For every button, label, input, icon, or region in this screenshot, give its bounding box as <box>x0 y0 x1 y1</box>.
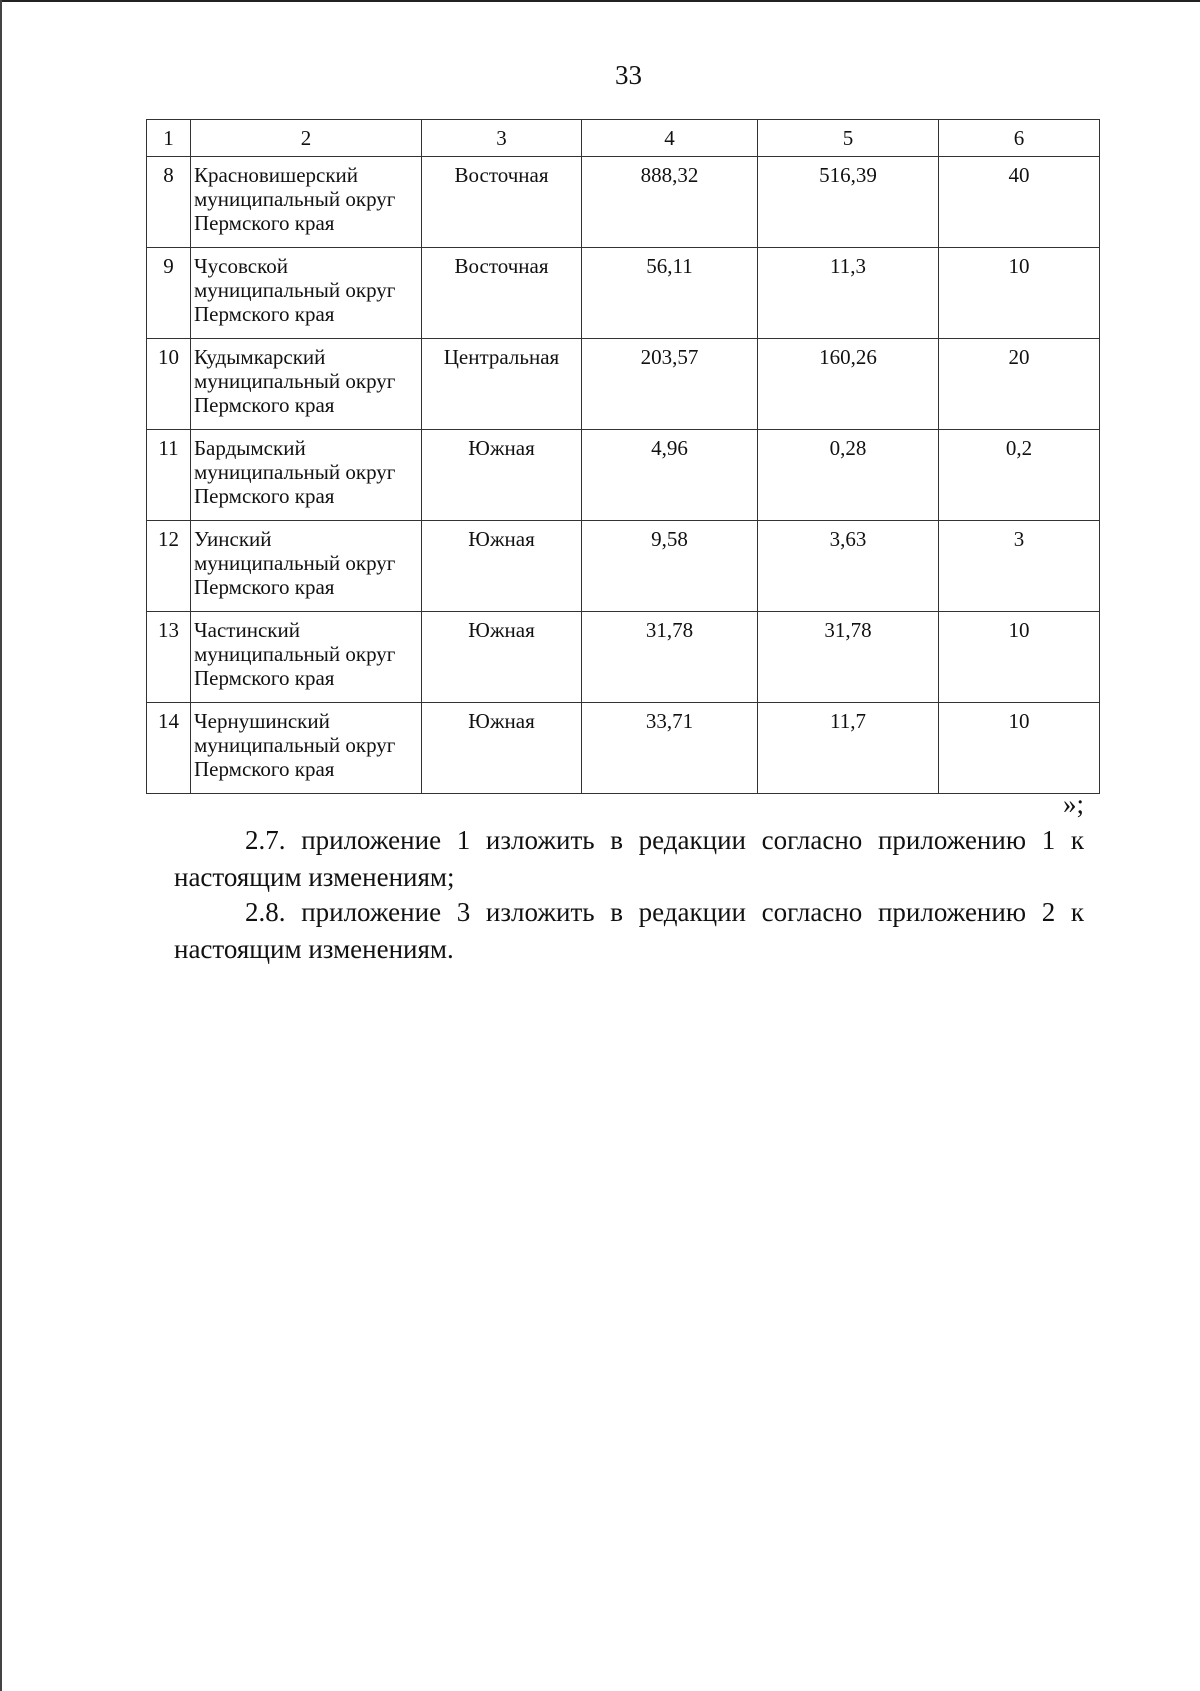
closing-quote: »; <box>1062 789 1084 819</box>
data-table <box>146 119 1100 794</box>
row-number: 9 <box>147 248 191 339</box>
value-col4: 33,71 <box>582 703 758 794</box>
row-number: 13 <box>147 612 191 703</box>
table-row <box>147 703 1100 794</box>
table-row <box>147 430 1100 521</box>
page-edge-left <box>0 0 2 1691</box>
value-col6: 3 <box>939 521 1100 612</box>
municipality-name: Чернушинский муниципальный округ Пермского края <box>191 703 422 794</box>
value-col5: 31,78 <box>758 612 939 703</box>
table-row <box>147 339 1100 430</box>
column-header: 5 <box>758 120 939 157</box>
value-col5: 11,7 <box>758 703 939 794</box>
municipality-name: Красновишерский муниципальный округ Пермского края <box>191 157 422 248</box>
column-header: 4 <box>582 120 758 157</box>
value-col6: 20 <box>939 339 1100 430</box>
table-header-row <box>147 120 1100 157</box>
table-row <box>147 521 1100 612</box>
zone-cell: Южная <box>422 612 582 703</box>
zone-cell: Южная <box>422 430 582 521</box>
zone-cell: Центральная <box>422 339 582 430</box>
value-col6: 10 <box>939 703 1100 794</box>
value-col5: 0,28 <box>758 430 939 521</box>
value-col5: 516,39 <box>758 157 939 248</box>
column-header: 1 <box>147 120 191 157</box>
value-col4: 9,58 <box>582 521 758 612</box>
municipality-name: Чусовской муниципальный округ Пермского края <box>191 248 422 339</box>
municipality-name: Уинский муниципальный округ Пермского края <box>191 521 422 612</box>
zone-cell: Восточная <box>422 157 582 248</box>
value-col4: 4,96 <box>582 430 758 521</box>
value-col5: 11,3 <box>758 248 939 339</box>
value-col6: 0,2 <box>939 430 1100 521</box>
page-number: 33 <box>615 60 642 90</box>
column-header: 3 <box>422 120 582 157</box>
value-col5: 160,26 <box>758 339 939 430</box>
table-row <box>147 157 1100 248</box>
column-header: 2 <box>191 120 422 157</box>
zone-cell: Южная <box>422 521 582 612</box>
value-col4: 31,78 <box>582 612 758 703</box>
value-col4: 56,11 <box>582 248 758 339</box>
municipality-name: Частинский муниципальный округ Пермского края <box>191 612 422 703</box>
row-number: 14 <box>147 703 191 794</box>
value-col4: 888,32 <box>582 157 758 248</box>
municipality-name: Кудымкарский муниципальный округ Пермского края <box>191 339 422 430</box>
page-edge-top <box>0 0 1200 2</box>
zone-cell: Восточная <box>422 248 582 339</box>
municipality-name: Бардымский муниципальный округ Пермского края <box>191 430 422 521</box>
value-col4: 203,57 <box>582 339 758 430</box>
row-number: 12 <box>147 521 191 612</box>
paragraph-2-8: 2.8. приложение 3 изложить в редакции согласно приложению 2 к настоящим изменениям. <box>174 897 1084 964</box>
row-number: 11 <box>147 430 191 521</box>
zone-cell: Южная <box>422 703 582 794</box>
row-number: 8 <box>147 157 191 248</box>
value-col6: 40 <box>939 157 1100 248</box>
table-row <box>147 612 1100 703</box>
row-number: 10 <box>147 339 191 430</box>
paragraph-2-7: 2.7. приложение 1 изложить в редакции согласно приложению 1 к настоящим изменениям; <box>174 825 1084 892</box>
table-row <box>147 248 1100 339</box>
column-header: 6 <box>939 120 1100 157</box>
value-col6: 10 <box>939 612 1100 703</box>
value-col5: 3,63 <box>758 521 939 612</box>
value-col6: 10 <box>939 248 1100 339</box>
